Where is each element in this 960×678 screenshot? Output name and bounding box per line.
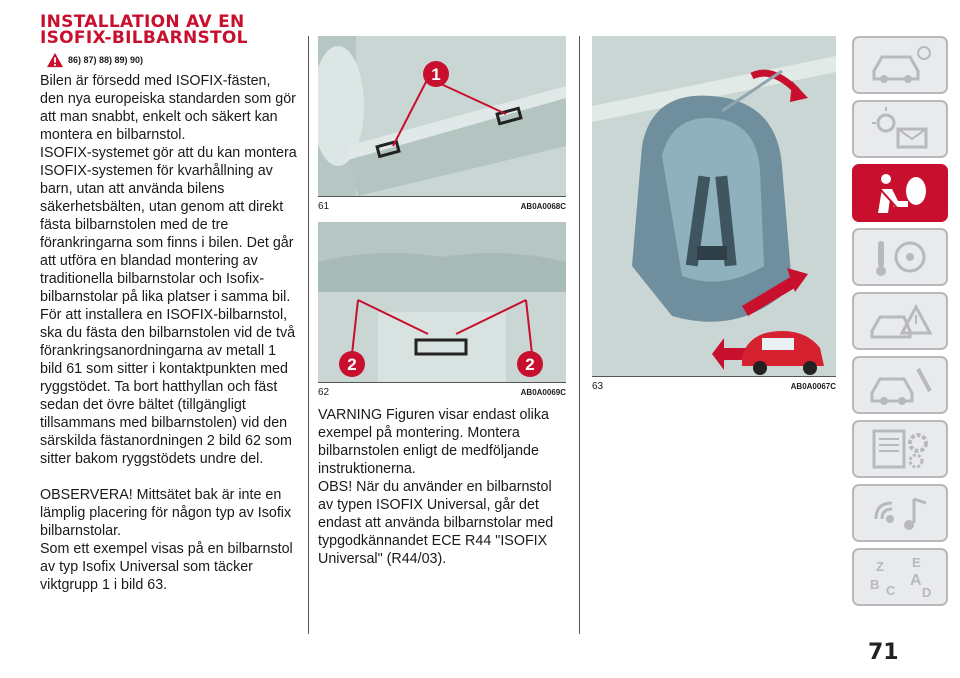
svg-text:2: 2 bbox=[347, 355, 357, 374]
svg-text:E: E bbox=[912, 555, 921, 570]
starting-driving-icon bbox=[864, 233, 936, 281]
svg-text:2: 2 bbox=[525, 355, 535, 374]
paragraph: ISOFIX-systemet gör att du kan montera ISOFIX-systemen för kvarhållning av barn, utan att använda bilens säkerhetsbälten, utan genom att direkt fästa bilbarnstolen med de tre förankringarna som finns i bilen. Det går att utföra en blandad montering av traditionella bilbarnstolar och Isofix-bilbarnstolar på lika platser i samma bil. bbox=[40, 145, 297, 305]
body-text bbox=[40, 72, 298, 594]
chapter-tab-multimedia[interactable] bbox=[852, 484, 948, 542]
chapter-tab-warning-lights[interactable] bbox=[852, 100, 948, 158]
figure-61 bbox=[318, 36, 566, 212]
svg-text:B: B bbox=[870, 577, 880, 592]
child-seat-illustration bbox=[592, 36, 836, 376]
figure-number: 61 bbox=[318, 201, 330, 212]
figure-code: AB0A0068C bbox=[520, 202, 566, 211]
chapter-nav-sidebar bbox=[852, 36, 952, 612]
multimedia-icon bbox=[864, 489, 936, 537]
isofix-anchor-illustration bbox=[318, 36, 566, 196]
chapter-tab-technical-data[interactable] bbox=[852, 420, 948, 478]
paragraph: Som ett exempel visas på en bilbarnstol av typ Isofix Universal som täcker viktgrupp 1 i bild 63. bbox=[40, 541, 293, 593]
svg-text:A: A bbox=[910, 572, 922, 589]
chapter-tab-car-info[interactable] bbox=[852, 36, 948, 94]
chapter-tab-driving[interactable] bbox=[852, 228, 948, 286]
column-divider bbox=[308, 36, 309, 634]
warning-refs-text: 86) 87) 88) 89) 90) bbox=[68, 55, 144, 65]
svg-text:1: 1 bbox=[431, 65, 441, 84]
figure-caption bbox=[318, 196, 566, 212]
figure-code: AB0A0067C bbox=[790, 382, 836, 391]
maintenance-icon bbox=[864, 361, 936, 409]
figure-number: 63 bbox=[592, 381, 604, 392]
figure-number: 62 bbox=[318, 387, 330, 398]
warning-text bbox=[318, 406, 566, 568]
text-column-2 bbox=[318, 36, 566, 568]
paragraph: OBS! När du använder en bilbarnstol av typen ISOFIX Universal, går det endast att använda bilbarnstolar med typgodkännandet ECE R44 "ISOFIX Universal" (R44/03). bbox=[318, 479, 554, 567]
chapter-tab-safety[interactable] bbox=[852, 164, 948, 222]
svg-text:Z: Z bbox=[876, 559, 884, 574]
figure-caption bbox=[592, 376, 836, 392]
warning-lights-icon bbox=[864, 105, 936, 153]
figure-code: AB0A0069C bbox=[520, 388, 566, 397]
top-tether-illustration bbox=[318, 222, 566, 382]
warning-triangle-icon bbox=[46, 52, 64, 68]
figure-caption bbox=[318, 382, 566, 398]
technical-data-icon bbox=[864, 425, 936, 473]
text-column-1 bbox=[40, 14, 298, 594]
paragraph: OBSERVERA! Mittsätet bak är inte en lämplig placering för någon typ av Isofix bilbarnstolar. bbox=[40, 487, 292, 539]
chapter-tab-maintenance[interactable] bbox=[852, 356, 948, 414]
safety-airbag-icon bbox=[864, 169, 936, 217]
figure-column bbox=[592, 36, 836, 392]
paragraph: För att installera en ISOFIX-bilbarnstol, ska du fästa den bilbarnstolen vid de två förankringsanordningarna av metall 1 bild 61 som sitter i kontaktpunkten med ryggstödet. Ta bort hatthyllan och fäst sedan det övre bältet (tillgängligt tillsammans med bilbarnstolen) vid den särskilda fästanordningen 2 bild 62 som sitter bakom ryggstödets undre del. bbox=[40, 307, 296, 467]
emergency-icon bbox=[864, 297, 936, 345]
car-info-icon bbox=[864, 41, 936, 89]
svg-text:D: D bbox=[922, 585, 932, 600]
warning-references bbox=[46, 52, 298, 68]
paragraph: Bilen är försedd med ISOFIX-fästen, den nya europeiska standarden som gör att man snabbt, enkelt och säkert kan montera en bilbarnstol. bbox=[40, 73, 296, 143]
chapter-tab-index[interactable] bbox=[852, 548, 948, 606]
paragraph: VARNING Figuren visar endast olika exempel på montering. Montera bilbarnstolen enligt de medföljande instruktionerna. bbox=[318, 407, 549, 477]
svg-text:C: C bbox=[886, 583, 896, 598]
chapter-tab-emergency[interactable] bbox=[852, 292, 948, 350]
column-divider bbox=[579, 36, 580, 634]
index-icon bbox=[864, 553, 936, 601]
figure-62 bbox=[318, 222, 566, 398]
figure-63 bbox=[592, 36, 836, 392]
section-title: INSTALLATION AV EN ISOFIX-BILBARNSTOL bbox=[40, 12, 248, 48]
page-number: 71 bbox=[868, 640, 899, 665]
